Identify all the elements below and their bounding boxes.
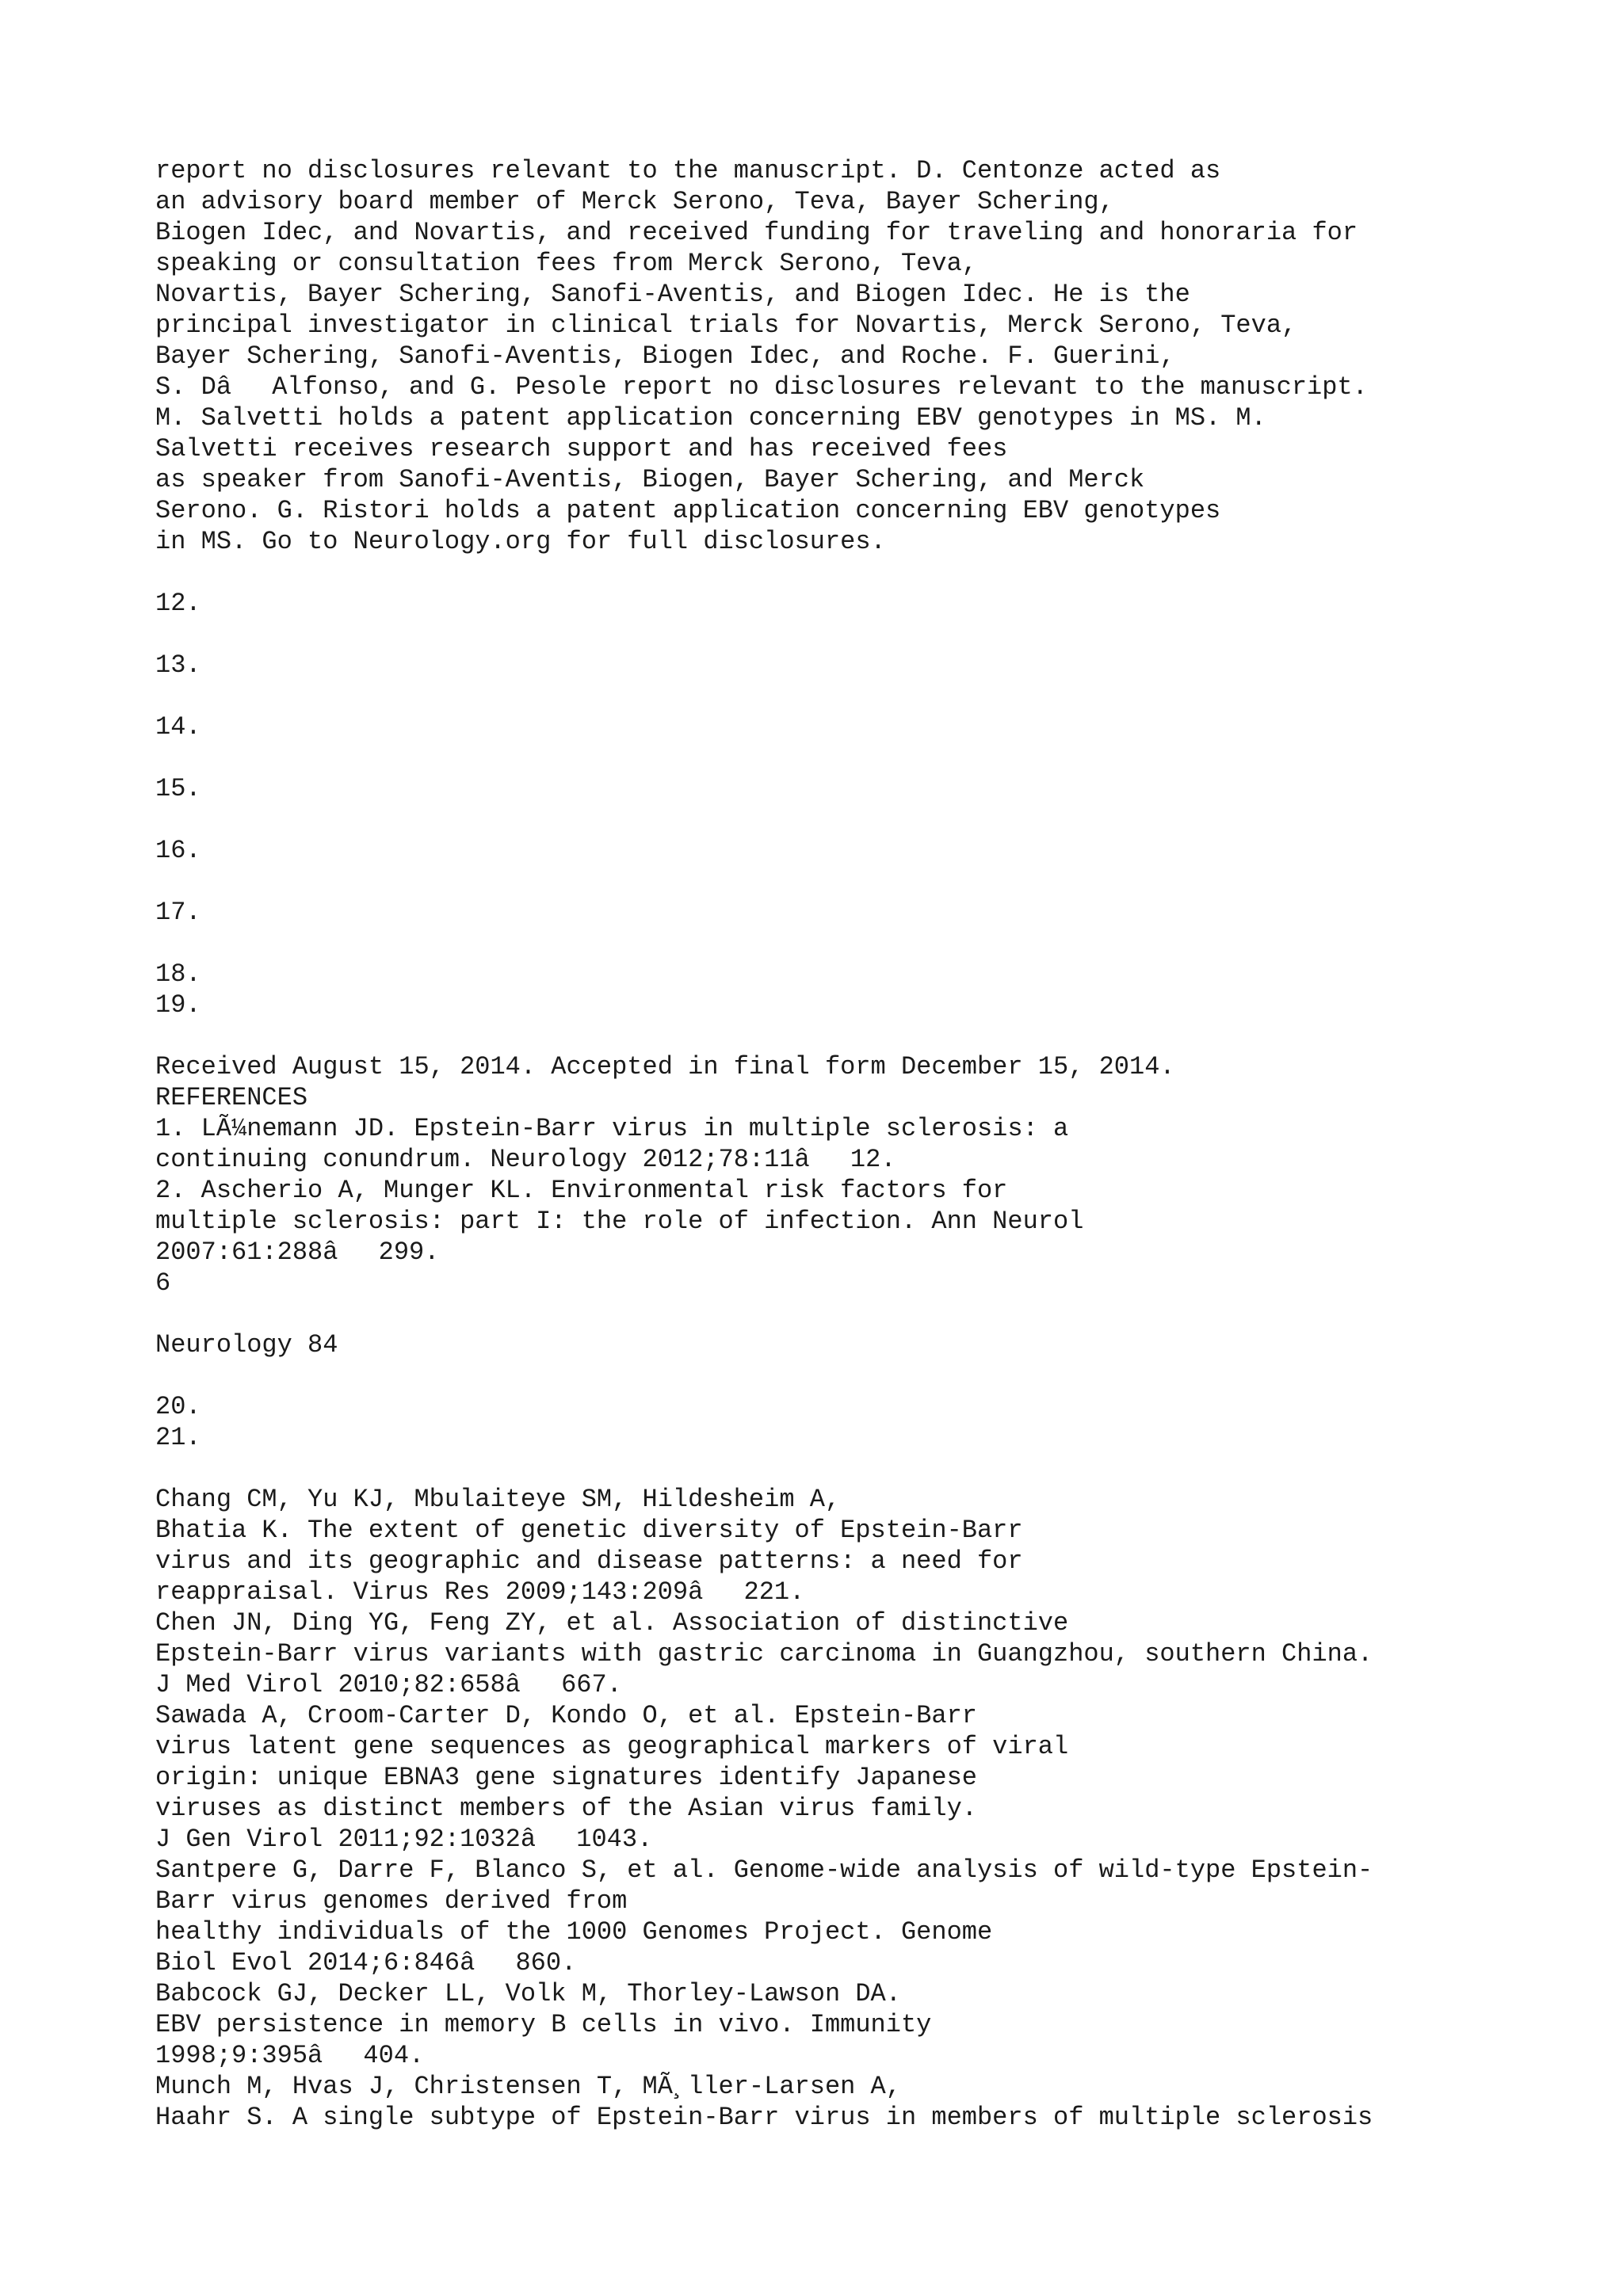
reference-number: 13. <box>155 650 201 680</box>
reference-text-line: reappraisal. Virus Res 2009;143:209â221. <box>155 1577 805 1607</box>
disclosure-text-line: in MS. Go to Neurology.org for full disclosures. <box>155 527 886 556</box>
reference-number: 15. <box>155 774 201 803</box>
reference-text-line: healthy individuals of the 1000 Genomes Project. Genome <box>155 1917 993 1947</box>
journal-name: Neurology 84 <box>155 1330 338 1360</box>
references-heading: REFERENCES <box>155 1083 308 1112</box>
reference-text-line: Sawada A, Croom-Carter D, Kondo O, et al. Epstein-Barr <box>155 1701 977 1730</box>
disclosure-text-line: speaking or consultation fees from Merck Serono, Teva, <box>155 249 977 278</box>
reference-text-line: virus and its geographic and disease patterns: a need for <box>155 1547 1023 1576</box>
disclosure-text-line: M. Salvetti holds a patent application concerning EBV genotypes in MS. M. <box>155 403 1266 433</box>
reference-text-line: 1998;9:395â404. <box>155 2041 425 2070</box>
reference-text-line: Bhatia K. The extent of genetic diversity of Epstein-Barr <box>155 1516 1023 1545</box>
reference-text-line: 1. LÃ¼nemann JD. Epstein-Barr virus in multiple sclerosis: a <box>155 1114 1069 1143</box>
reference-text-line: continuing conundrum. Neurology 2012;78:11â12. <box>155 1145 896 1174</box>
reference-number: 19. <box>155 990 201 1020</box>
reference-text-line: EBV persistence in memory B cells in vivo. Immunity <box>155 2010 932 2039</box>
disclosure-text-line: as speaker from Sanofi-Aventis, Biogen, Bayer Schering, and Merck <box>155 465 1145 494</box>
reference-text-line: Santpere G, Darre F, Blanco S, et al. Genome-wide analysis of wild-type Epstein- <box>155 1855 1373 1885</box>
disclosure-text-line: Serono. G. Ristori holds a patent application concerning EBV genotypes <box>155 496 1221 525</box>
disclosure-text-line: principal investigator in clinical trials for Novartis, Merck Serono, Teva, <box>155 311 1297 340</box>
reference-text-line: J Gen Virol 2011;92:1032â1043. <box>155 1825 653 1854</box>
reference-text-line: J Med Virol 2010;82:658â667. <box>155 1670 622 1699</box>
reference-text-line: Munch M, Hvas J, Christensen T, MÃ¸ller-Larsen A, <box>155 2072 901 2101</box>
reference-text-line: viruses as distinct members of the Asian virus family. <box>155 1794 977 1823</box>
reference-text-line: multiple sclerosis: part I: the role of infection. Ann Neurol <box>155 1207 1084 1236</box>
reference-text-line: Babcock GJ, Decker LL, Volk M, Thorley-Lawson DA. <box>155 1979 901 2008</box>
reference-text-line: Barr virus genomes derived from <box>155 1886 628 1916</box>
reference-number: 20. <box>155 1392 201 1421</box>
reference-text-line: 2. Ascherio A, Munger KL. Environmental risk factors for <box>155 1176 1008 1205</box>
disclosure-text-line: Bayer Schering, Sanofi-Aventis, Biogen Idec, and Roche. F. Guerini, <box>155 341 1175 371</box>
received-date: Received August 15, 2014. Accepted in final form December 15, 2014. <box>155 1052 1175 1081</box>
reference-text-line: Epstein-Barr virus variants with gastric carcinoma in Guangzhou, southern China. <box>155 1639 1373 1669</box>
disclosure-text-line: Biogen Idec, and Novartis, and received funding for traveling and honoraria for <box>155 218 1358 247</box>
page-number: 6 <box>155 1268 171 1298</box>
reference-text-line: Chang CM, Yu KJ, Mbulaiteye SM, Hildesheim A, <box>155 1485 841 1514</box>
reference-text-line: virus latent gene sequences as geographical markers of viral <box>155 1732 1069 1761</box>
reference-number: 12. <box>155 589 201 618</box>
reference-text-line: Chen JN, Ding YG, Feng ZY, et al. Association of distinctive <box>155 1608 1069 1638</box>
reference-number: 18. <box>155 959 201 989</box>
reference-number: 14. <box>155 712 201 742</box>
reference-text-line: 2007:61:288â299. <box>155 1238 440 1267</box>
reference-text-line: origin: unique EBNA3 gene signatures identify Japanese <box>155 1763 977 1792</box>
reference-number: 17. <box>155 898 201 927</box>
disclosure-text-line: report no disclosures relevant to the manuscript. D. Centonze acted as <box>155 156 1221 185</box>
disclosure-text-line: Novartis, Bayer Schering, Sanofi-Aventis, and Biogen Idec. He is the <box>155 280 1190 309</box>
reference-text-line: Biol Evol 2014;6:846â860. <box>155 1948 577 1978</box>
reference-text-line: Haahr S. A single subtype of Epstein-Barr virus in members of multiple sclerosis <box>155 2103 1373 2132</box>
reference-number: 21. <box>155 1423 201 1452</box>
disclosure-text-line: S. DâAlfonso, and G. Pesole report no disclosures relevant to the manuscript. <box>155 372 1368 402</box>
disclosure-text-line: Salvetti receives research support and has received fees <box>155 434 1008 463</box>
reference-number: 16. <box>155 836 201 865</box>
disclosure-text-line: an advisory board member of Merck Serono, Teva, Bayer Schering, <box>155 187 1114 216</box>
